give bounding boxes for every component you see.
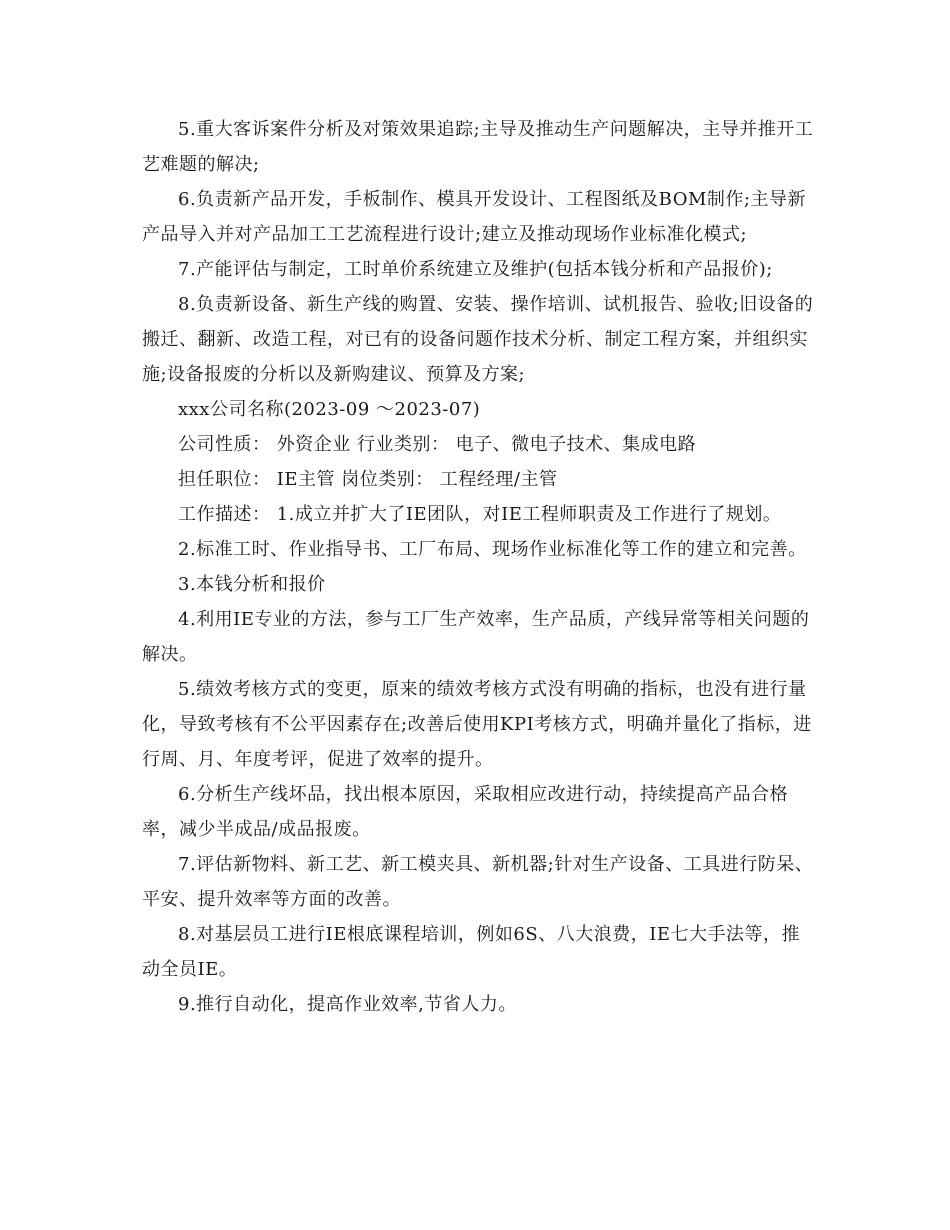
paragraph-3: 7.产能评估与制定，工时单价系统建立及维护(包括本钱分析和产品报价);	[178, 259, 773, 280]
company-heading: xxx公司名称(2023-09 ～2023-07)	[178, 399, 481, 420]
paragraph-13: 6.分析生产线坏品，找出根本原因，采取相应改进行动，持续提高产品合格率，减少半成品/成品报废。	[142, 784, 789, 840]
paragraph-16: 9.推行自动化，提高作业效率,节省人力。	[178, 994, 517, 1015]
position-info: 担任职位： IE主管 岗位类别： 工程经理/主管	[178, 469, 558, 490]
paragraph-9: 2.标准工时、作业指导书、工厂布局、现场作业标准化等工作的建立和完善。	[178, 539, 807, 560]
paragraph-2: 6.负责新产品开发，手板制作、模具开发设计、工程图纸及BOM制作;主导新产品导入并对产品加工工艺流程进行设计;建立及推动现场作业标准化模式;	[142, 189, 806, 245]
paragraph-15: 8.对基层员工进行IE根底课程培训，例如6S、八大浪费，IE七大手法等，推动全员IE。	[142, 924, 800, 980]
paragraph-4: 8.负责新设备、新生产线的购置、安装、操作培训、试机报告、验收;旧设备的搬迁、翻新、改造工程，对已有的设备问题作技术分析、制定工程方案，并组织实施;设备报废的分析以及新购建议、预算及方案;	[142, 294, 814, 385]
paragraph-12: 5.绩效考核方式的变更，原来的绩效考核方式没有明确的指标，也没有进行量化，导致考核有不公平因素存在;改善后使用KPI考核方式，明确并量化了指标，进行周、月、年度考评，促进了效率的提升。	[142, 679, 812, 770]
job-description: 工作描述： 1.成立并扩大了IE团队，对IE工程师职责及工作进行了规划。	[178, 504, 782, 525]
paragraph-1: 5.重大客诉案件分析及对策效果追踪;主导及推动生产问题解决，主导并推开工艺难题的解决;	[142, 119, 814, 175]
paragraph-14: 7.评估新物料、新工艺、新工模夹具、新机器;针对生产设备、工具进行防呆、平安、提升效率等方面的改善。	[142, 854, 814, 910]
paragraph-11: 4.利用IE专业的方法，参与工厂生产效率，生产品质，产线异常等相关问题的解决。	[142, 609, 810, 665]
company-nature: 公司性质： 外资企业 行业类别： 电子、微电子技术、集成电路	[178, 434, 697, 455]
paragraph-10: 3.本钱分析和报价	[178, 574, 326, 595]
